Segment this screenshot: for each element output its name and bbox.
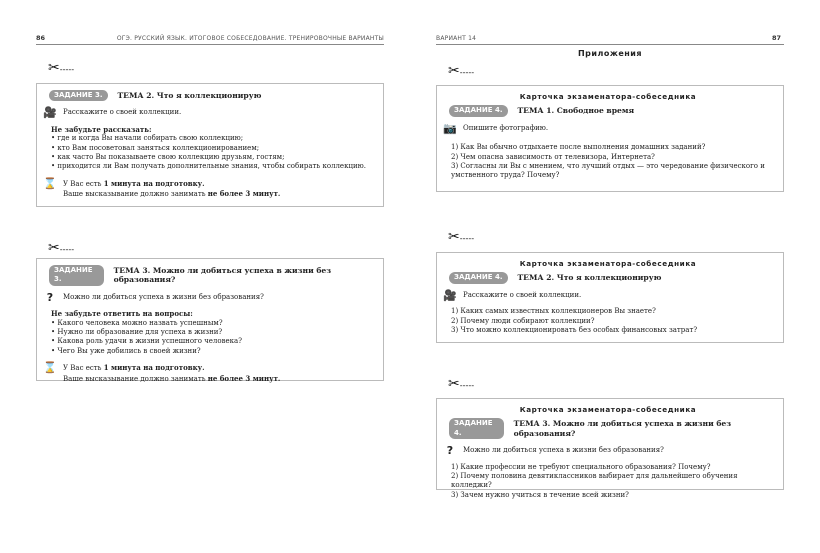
prompt: Расскажите о своей коллекции. [463,290,582,299]
question-item: 3) Зачем нужно учиться в течение всей жизни? [451,490,629,499]
scissors-icon: ✂----- [448,63,475,79]
question-icon: ? [446,444,454,458]
running-head-left: ОГЭ. РУССКИЙ ЯЗЫК. ИТОГОВОЕ СОБЕСЕДОВАНИЕ. ТРЕНИРОВОЧНЫЕ ВАРИАНТЫ [116,35,384,42]
scissors-icon: ✂----- [48,60,75,76]
header-rule [36,44,384,45]
prompt: Опишите фотографию. [463,123,549,132]
question-item: 2) Чем опасна зависимость от телевизора, Интернета? [451,152,655,161]
topic-title: ТЕМА 2. Что я коллекционирую [517,273,662,283]
task-badge: ЗАДАНИЕ 3. [49,90,108,101]
film-camera-icon: 🎥 [443,288,457,302]
photo-camera-icon: 📷 [443,121,457,135]
question-item: 1) Какие профессии не требуют специального образования? Почему? [451,462,711,471]
list-title: Не забудьте рассказать: [51,124,152,134]
scissors-icon: ✂----- [448,376,475,392]
film-camera-icon: 🎥 [43,106,57,120]
list-title: Не забудьте ответить на вопросы: [51,309,193,319]
list-item: • приходится ли Вам получать дополнительные знания, чтобы собирать коллекцию. [51,162,366,171]
task-card [36,83,384,207]
examiner-card [436,398,784,499]
question-item: 1) Каких самых известных коллекционеров Вы знаете? [451,307,656,316]
list-item: • кто Вам посоветовал заняться коллекционированием; [51,143,260,152]
topic-title: ТЕМА 1. Свободное время [517,106,635,116]
task-badge: ЗАДАНИЕ 3. [49,265,104,286]
question-item: 2) Почему люди собирают коллекции? [451,316,595,325]
running-head-right: ВАРИАНТ 14 [436,35,477,42]
task-badge: ЗАДАНИЕ 4. [449,418,504,439]
header-rule [436,44,784,45]
card-title: Карточка экзаменатора-собеседника [519,259,697,268]
prep-time-note: У Вас есть 1 минута на подготовку. [63,363,205,373]
task-badge: ЗАДАНИЕ 4. [449,272,508,283]
task-badge: ЗАДАНИЕ 4. [449,105,508,116]
topic-title: ТЕМА 3. Можно ли добиться успеха в жизни без образования? [513,419,732,438]
section-title: Приложения [577,49,643,58]
question-item: 3) Согласны ли Вы с мнением, что лучший отдых — это чередование физического и умственного труда? Почему? [451,162,765,180]
page-number-left: 86 [36,34,46,42]
duration-note: Ваше высказывание должно занимать не более 3 минут. [63,373,281,383]
prompt: Можно ли добиться успеха в жизни без образования? [63,292,264,301]
task-card [36,258,384,381]
scissors-icon: ✂----- [48,240,75,256]
card-title: Карточка экзаменатора-собеседника [519,92,697,101]
prep-time-note: У Вас есть 1 минута на подготовку. [63,178,205,188]
hourglass-icon: ⌛ [43,176,57,190]
question-icon: ? [46,290,54,304]
examiner-card [436,252,784,343]
list-item: • Какова роль удачи в жизни успешного человека? [51,337,242,346]
question-item: 1) Как Вы обычно отдыхаете после выполнения домашних заданий? [451,143,706,152]
scissors-icon: ✂----- [448,229,475,245]
prompt: Расскажите о своей коллекции. [63,108,182,117]
page-number-right: 87 [772,34,782,42]
topic-title: ТЕМА 3. Можно ли добиться успеха в жизни без образования? [113,266,332,285]
list-item: • где и когда Вы начали собирать свою коллекцию; [51,134,244,143]
examiner-card [436,85,784,192]
duration-note: Ваше высказывание должно занимать не более 3 минут. [63,189,281,199]
prompt: Можно ли добиться успеха в жизни без образования? [463,446,664,455]
hourglass-icon: ⌛ [43,361,57,375]
list-item: • Нужно ли образование для успеха в жизни? [51,328,223,337]
card-title: Карточка экзаменатора-собеседника [519,405,697,414]
list-item: • Какого человека можно назвать успешным? [51,318,223,327]
list-item: • как часто Вы показываете свою коллекцию друзьям, гостям; [51,153,285,162]
question-item: 2) Почему половина девятиклассников выбирает для дальнейшего обучения колледжи? [451,472,738,490]
question-item: 3) Что можно коллекционировать без особых финансовых затрат? [451,326,698,335]
list-item: • Чего Вы уже добились в своей жизни? [51,346,201,355]
topic-title: ТЕМА 2. Что я коллекционирую [117,91,262,100]
